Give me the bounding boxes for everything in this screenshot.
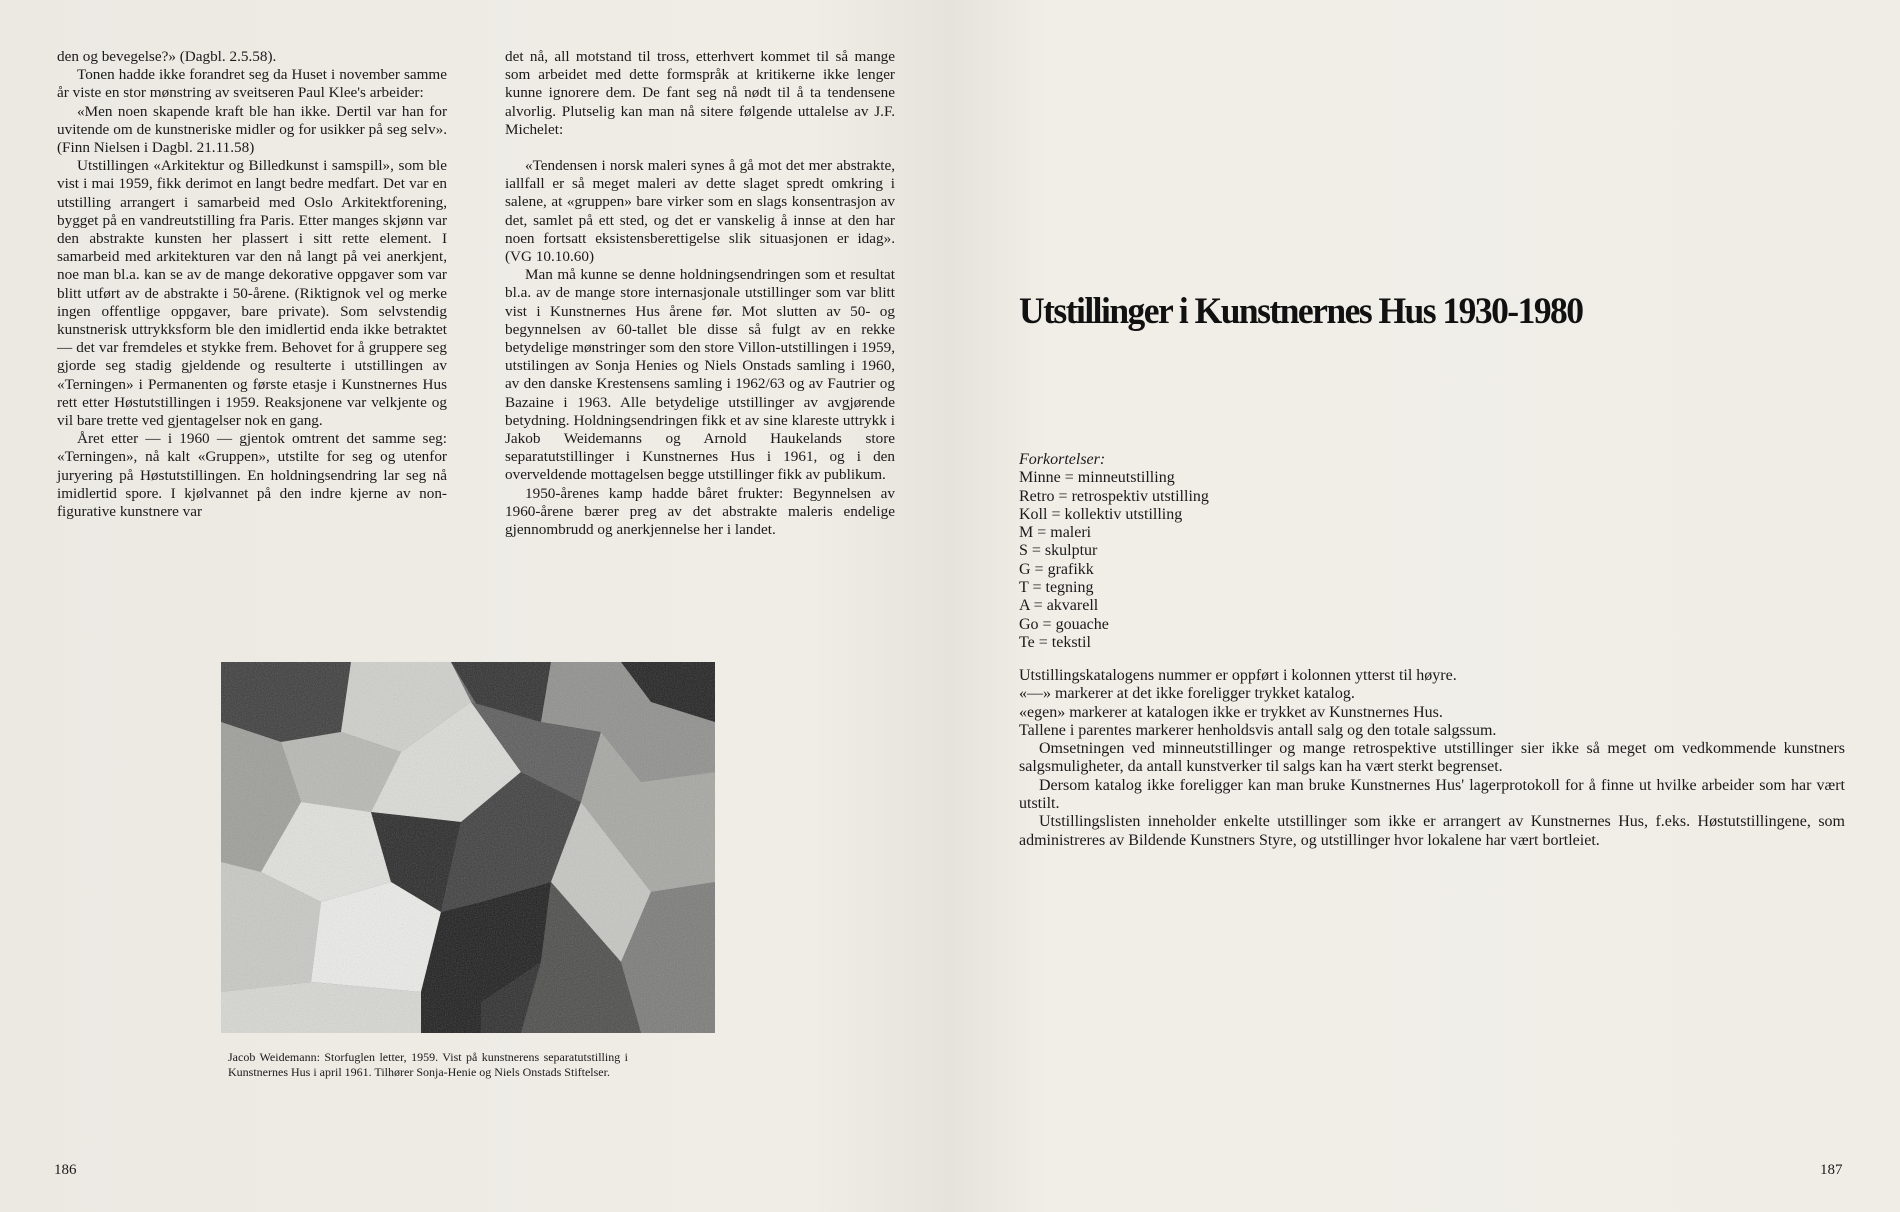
- note-paragraph: Utstillingslisten inneholder enkelte utstillinger som ikke er arrangert av Kunstnernes Hus, f.eks. Høstutstillingene, som administreres av Bildende Kunstners Styre, og utstillinger hvor lokalene har vært bortleiet.: [1019, 813, 1845, 849]
- note-paragraph: Omsetningen ved minneutstillinger og mange retrospektive utstillinger sier ikke så meget om vedkommende kunstners salgsmuligheter, da antall kunstverker til salgs kan ha vært sterkt begrenset.: [1019, 740, 1845, 776]
- note-line: Tallene i parentes markerer henholdsvis antall salg og den totale salgssum.: [1019, 721, 1497, 739]
- abbreviation-item: Retro = retrospektiv utstilling: [1019, 487, 1209, 505]
- page-number: 187: [1820, 1162, 1843, 1178]
- photo-caption: Jacob Weidemann: Storfuglen letter, 1959. Vist på kunstnerens separatutstilling i Kunstnernes Hus i april 1961. Tilhører Sonja-Henie og Niels Onstads Stiftelser.: [228, 1050, 628, 1079]
- abbreviation-item: Minne = minneutstilling: [1019, 469, 1175, 487]
- abbreviation-item: S = skulptur: [1019, 542, 1098, 560]
- note-line: «—» markerer at det ikke foreligger trykket katalog.: [1019, 685, 1355, 703]
- note-line: «egen» markerer at katalogen ikke er trykket av Kunstnernes Hus.: [1019, 703, 1443, 721]
- note-paragraph: Dersom katalog ikke foreligger kan man bruke Kunstnernes Hus' lagerprotokoll for å finne ut hvilke arbeider som har vært utstilt.: [1019, 776, 1845, 813]
- paragraph: 1950-årenes kamp hadde båret frukter: Begynnelsen av 1960-årene bærer preg av det abstrakte maleris endelige gjennombrudd og anerkjennelse her i landet.: [505, 484, 895, 539]
- paragraph: Tonen hadde ikke forandret seg da Huset i november samme år viste en stor mønstring av sveitseren Paul Klee's arbeider:: [57, 66, 447, 102]
- quote-paragraph: «Men noen skapende kraft ble han ikke. Dertil var han for uvitende om de kunstneriske midler og for usikker på seg selv». (Finn Nielsen i Dagbl. 21.11.58): [57, 102, 447, 157]
- abbreviation-item: Go = gouache: [1019, 615, 1109, 633]
- abbreviation-item: T = tegning: [1019, 579, 1094, 597]
- abbreviations-title: Forkortelser:: [1019, 451, 1106, 468]
- paragraph: den og bevegelse?» (Dagbl. 2.5.58).: [57, 48, 277, 65]
- abbreviation-item: Te = tekstil: [1019, 633, 1091, 651]
- text-column-2: [505, 48, 895, 539]
- paragraph: det nå, all motstand til tross, etterhvert kommet til så mange som arbeidet med dette formspråk at kritikerne ikke lenger kunne ignorere dem. De fant seg nå nødt til å ta tendensene alvorlig. Plutselig kan man nå sitere følgende uttalelse av J.F. Michelet:: [505, 48, 895, 138]
- artwork-photo: [221, 662, 715, 1033]
- abbreviation-item: A = akvarell: [1019, 597, 1099, 615]
- paragraph: Utstillingen «Arkitektur og Billedkunst i samspill», som ble vist i mai 1959, fikk derimot en langt bedre medfart. Det var en utstilling arrangert i samarbeid med Oslo Arkitektforening, bygget på en vandreutstilling fra Paris. Etter manges skjønn var den abstrakte kunsten her plassert i sitt rette element. I samarbeid med arkitekturen var den nå langt på vei anerkjent, noe man bl.a. kan se av de mange dekorative oppgaver som var blitt utført av de abstrakte i 50-årene. (Riktignok vel og merke ingen offentlige oppgaver, bare private). Som selvstendig kunstnerisk uttrykksform ble den imidlertid enda ikke betraktet — det var fremdeles et stykke frem. Behovet for å gruppere seg gjorde seg stadig gjeldende og resulterte i utstillingen av «Terningen» i Permanenten og første etasje i Kunstnernes Hus rett etter Høstutstillingen i 1959. Reaksjonene var velkjente og vil bare trette ved gjentagelser nok en gang.: [57, 157, 447, 430]
- abbreviation-item: G = grafikk: [1019, 560, 1094, 578]
- paragraph: Året etter — i 1960 — gjentok omtrent det samme seg: «Terningen», nå kalt «Gruppen», utstilte for seg og utenfor juryering på Høstutstillingen. En holdningsendring lar seg nå imidlertid spore. I kjølvannet på den indre kjerne av non-figurative kunstnere var: [57, 430, 447, 521]
- section-heading: Utstillinger i Kunstnernes Hus 1930-1980: [1019, 291, 1583, 332]
- page-number: 186: [54, 1162, 77, 1178]
- abbreviations-list: [1019, 451, 1209, 652]
- text-column-1: [57, 48, 447, 521]
- explanatory-notes: [1019, 667, 1845, 850]
- quote-paragraph: «Tendensen i norsk maleri synes å gå mot det mer abstrakte, iallfall er så meget maleri av dette slaget spredt omkring i salene, at «gruppen» bare virker som en slags konsentrasjon av det, samlet på ett sted, og det er vanskelig å innse at den har noen fortsatt eksistensberettigelse slik situasjonen er idag». (VG 10.10.60): [505, 157, 895, 266]
- abbreviation-item: M = maleri: [1019, 524, 1092, 542]
- paragraph: Man må kunne se denne holdningsendringen som et resultat bl.a. av de mange store internasjonale utstillinger som var blitt vist i Kunstnernes Hus årene før. Mot slutten av 50- og begynnelsen av 60-tallet ble disse så fulgt av en rekke betydelige mønstringer som den store Villon-utstillingen i 1959, utstilingen av Sonja Henies og Niels Onstads samling i 1960, av den danske Krestensens samling i 1962/63 og av Fautrier og Bazaine i 1963. Alle betydelige utstillinger av avgjørende betydning. Holdningsendringen fikk et av sine klareste uttrykk i Jakob Weidemanns og Arnold Haukelands store separatutstillinger i Kunstnernes Hus i 1961, og i den overveldende mottagelsen begge utstillinger fikk av publikum.: [505, 266, 895, 484]
- note-line: Utstillingskatalogens nummer er oppført i kolonnen ytterst til høyre.: [1019, 667, 1457, 684]
- abbreviation-item: Koll = kollektiv utstilling: [1019, 505, 1183, 523]
